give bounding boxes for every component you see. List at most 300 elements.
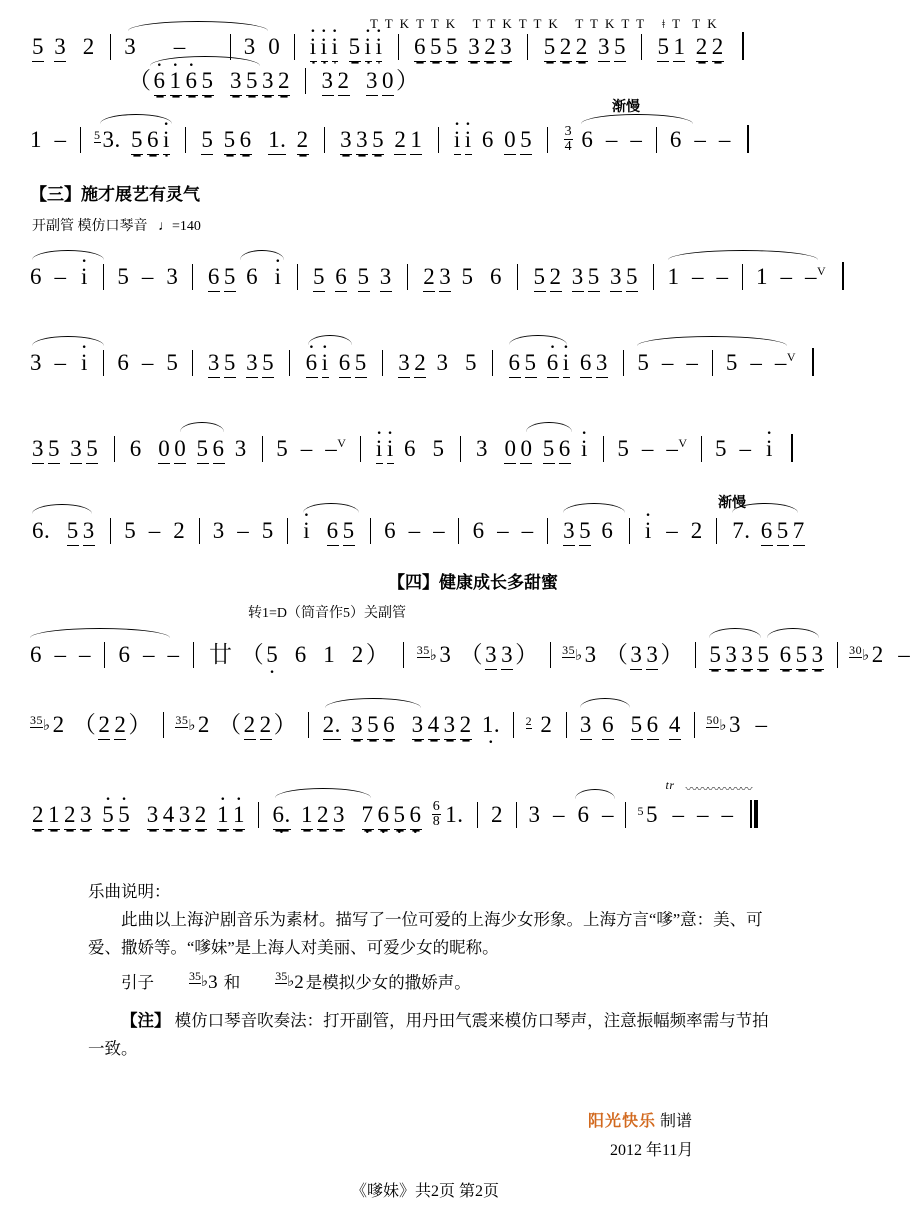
note-group: $^{30}$♭2 – <box>849 642 911 667</box>
flat-accidental: ♭ <box>575 648 583 664</box>
note: 4 <box>161 803 177 827</box>
barline <box>653 264 654 290</box>
note: · i <box>385 437 396 461</box>
note: 3 <box>145 803 161 827</box>
note: 5 <box>444 35 460 59</box>
note: 2 <box>295 128 311 152</box>
note: 3 <box>338 128 354 152</box>
note: 3 <box>364 69 380 93</box>
barline <box>103 350 104 376</box>
note: 3 <box>466 35 482 59</box>
note-group <box>271 803 424 827</box>
note: 3 <box>475 436 488 461</box>
note: 2 <box>392 128 408 152</box>
time-signature-6-8: $\frac{6}{8}$ <box>432 799 441 829</box>
note: 1. <box>266 128 288 152</box>
note: 2 <box>112 713 128 737</box>
note: 3 <box>561 519 577 543</box>
credit-by: 制谱 <box>660 1113 693 1130</box>
note: 5 <box>523 351 539 375</box>
note-group: $^{35}$♭3 （3 3） <box>562 643 684 667</box>
note: 7 · <box>360 803 376 827</box>
barline <box>742 264 743 290</box>
note: 3 <box>498 35 514 59</box>
note-group: 6 – · i <box>30 265 90 289</box>
section-heading-4 <box>388 568 558 593</box>
note: 6 <box>412 35 428 59</box>
note: 1 <box>408 128 424 152</box>
music-system-7: 6 – – 6 – – 廿 （5 · 6 1 2） $^{35}$♭3 （3 3） $^{35}$♭3 （3 3） 5 3 3 5 6 5 3 $^{30}$♭2 – <box>30 642 824 668</box>
note: · i <box>330 35 341 59</box>
breath-mark: V <box>678 436 688 450</box>
ornament: 35 <box>175 713 189 727</box>
note: 3 <box>499 643 515 667</box>
note: 5 <box>311 265 327 289</box>
note: 6 <box>381 713 397 737</box>
note-group <box>730 519 807 543</box>
note: 3 <box>52 35 68 59</box>
slur <box>32 250 104 260</box>
note: 3 <box>177 803 193 827</box>
note: 3 <box>628 643 644 667</box>
note-group <box>578 713 683 737</box>
barline <box>114 436 115 462</box>
barline <box>294 34 295 60</box>
flat-accidental: ♭ <box>201 974 209 990</box>
barline <box>403 642 404 668</box>
note: 6 <box>145 128 161 152</box>
note: · 1 <box>231 803 247 827</box>
note-group <box>199 128 310 152</box>
note: 3 <box>410 713 426 737</box>
notes-paragraph-1: 此曲以上海沪剧音乐为素材。描写了一位可爱的上海少女形象。上海方言“嗲”意：美、可爱、撒娇等。“嗲妹”是上海人对美丽、可爱少女的昵称。 <box>88 910 763 957</box>
note: 5 <box>794 643 810 667</box>
note: 3 <box>30 437 46 461</box>
barline <box>289 350 290 376</box>
note: 5 <box>542 35 558 59</box>
note-group: $^{35}$♭3 （3 3） <box>417 643 539 667</box>
note: 3 <box>396 351 412 375</box>
final-barline <box>840 262 844 295</box>
music-system-9 <box>30 778 824 833</box>
notes-paragraph-3 <box>88 1007 778 1063</box>
barline <box>516 802 517 828</box>
slur <box>275 788 371 798</box>
note: 3 <box>442 713 458 737</box>
note: 3 <box>594 351 610 375</box>
barline <box>308 712 309 738</box>
barline <box>287 518 288 544</box>
note: 5 <box>84 437 100 461</box>
barline <box>603 436 604 462</box>
note: 0 <box>156 437 172 461</box>
note: · 5 <box>116 803 132 827</box>
barline <box>192 264 193 290</box>
note: 5 <box>365 713 381 737</box>
note: 5 <box>612 35 628 59</box>
note: 3 <box>608 265 624 289</box>
barline <box>527 34 528 60</box>
note: 3 <box>596 35 612 59</box>
barline <box>193 642 194 668</box>
flat-accidental: ♭ <box>43 718 51 734</box>
barline <box>305 68 306 94</box>
breath-mark: V <box>817 264 827 278</box>
note: 3 <box>437 265 453 289</box>
tempo-marking-ritardando-2: 渐慢 <box>718 496 746 511</box>
slur <box>303 503 359 513</box>
ornament-number: 35 <box>275 969 288 983</box>
slur <box>128 21 268 31</box>
note-group: 1 – – <box>668 265 729 289</box>
note-group: （· 6 · 1 · 6 5 3 5 3 2 <box>128 69 292 93</box>
barline <box>382 350 383 376</box>
flat-accidental: ♭ <box>862 648 870 664</box>
ornament: 35 <box>562 643 576 657</box>
note-group: tr 〰〰〰〰〰〰 $^5$5 – – – <box>637 778 752 827</box>
ornament-example-1: $^{35}$♭3 <box>189 969 218 993</box>
breath-mark: V <box>337 436 347 450</box>
note: · i <box>452 128 463 152</box>
note-group <box>30 437 100 461</box>
barline <box>370 518 371 544</box>
barline <box>517 264 518 290</box>
note: · i <box>374 35 385 59</box>
note-label: 【注】 <box>121 1011 171 1030</box>
barline <box>458 518 459 544</box>
ornament-example-2: $^{35}$♭2 <box>275 969 304 993</box>
tempo-marking-ritardando-1: 渐慢 <box>612 100 640 115</box>
barline <box>110 34 111 60</box>
note: 6 <box>507 351 523 375</box>
note-group <box>452 128 534 152</box>
note: · i <box>308 35 319 59</box>
note: 3 <box>728 712 741 737</box>
note: 5 <box>646 802 658 827</box>
note: 5 <box>461 264 474 289</box>
music-system-6: 6. 5 3 5 – 2 3 – 5 · i 6 5 6 – – 6 – – 3 5 6 · i – 2 7. 6 5 7 <box>30 518 824 544</box>
note: 3 <box>260 69 276 93</box>
section-heading-3 <box>30 180 200 205</box>
note-group <box>304 351 369 375</box>
note: 5 <box>707 643 723 667</box>
note: · i <box>273 265 284 289</box>
note: 1 <box>323 642 336 667</box>
barline <box>103 264 104 290</box>
note-group <box>561 519 615 543</box>
note: 1. <box>445 802 464 827</box>
note-group <box>321 713 474 737</box>
note: 2 <box>30 803 46 827</box>
note: 3 <box>378 265 394 289</box>
note: 5 <box>755 643 771 667</box>
slur <box>563 503 625 513</box>
note: 7 <box>791 519 807 543</box>
note: 3 <box>78 803 94 827</box>
note: 2 <box>694 35 710 59</box>
note: 5 <box>655 35 671 59</box>
barline <box>185 127 186 153</box>
barline <box>324 127 325 153</box>
note: 3 <box>644 643 660 667</box>
slur <box>32 336 104 346</box>
note: 5 <box>465 350 478 375</box>
final-barline <box>810 348 814 381</box>
note: 5 <box>432 436 445 461</box>
ornament: 5 <box>94 128 101 142</box>
note: · 6 <box>184 69 200 93</box>
note-group <box>542 35 628 59</box>
note: 2 <box>482 35 498 59</box>
note: 2 <box>96 713 112 737</box>
section-4-instruction: 转1=D（筒音作5）关副管 <box>248 606 407 621</box>
slur <box>30 628 170 638</box>
note: 2 <box>62 803 78 827</box>
note: 1 <box>46 803 62 827</box>
slur <box>767 628 819 638</box>
barline <box>623 350 624 376</box>
ornament: 50 <box>706 713 720 727</box>
note: 0 <box>518 437 534 461</box>
barline <box>110 518 111 544</box>
note: 2 <box>52 712 65 737</box>
note: 2 <box>336 69 352 93</box>
note: 6 <box>129 436 142 461</box>
note: · 1 <box>168 69 184 93</box>
note: 3 <box>81 519 97 543</box>
slur <box>581 114 693 124</box>
note: 3 <box>206 351 222 375</box>
credit-date: 2012 年11月 <box>610 1142 694 1159</box>
barline <box>641 34 642 60</box>
note-group: 3 – <box>124 35 216 59</box>
section-3-instruction <box>32 215 201 235</box>
articulation-marks-row1: T T K T T K T T K T T K T T K T T ǂ T T K <box>370 16 719 31</box>
barline <box>360 436 361 462</box>
instruction-text: 开副管 模仿口琴音 <box>32 219 148 234</box>
barline <box>438 127 439 153</box>
note: 4 <box>426 713 442 737</box>
slur <box>668 250 818 260</box>
note: · i <box>363 35 374 59</box>
music-system-4: 3 – · i 6 – 5 3 5 3 5 · 6 · i 6 5 3 2 3 5 6 5 · 6 · i 6 3 5 – – 5 – –$^V$ <box>30 348 824 381</box>
note: 5 <box>129 128 145 152</box>
note: 6 <box>246 264 259 289</box>
section-number: 【三】 <box>30 185 81 204</box>
note: 2 <box>242 713 258 737</box>
flat-accidental: ♭ <box>429 648 438 664</box>
barline <box>262 436 263 462</box>
note: 6 <box>206 265 222 289</box>
barline <box>477 802 478 828</box>
note: 3 <box>228 69 244 93</box>
slur <box>709 628 761 638</box>
notes-paragraph-2 <box>88 962 778 997</box>
note: 4 <box>667 713 683 737</box>
note-group <box>30 519 97 543</box>
note: 5 <box>195 437 211 461</box>
note: 6 <box>325 519 341 543</box>
credit-block <box>588 1108 693 1160</box>
note: 5 <box>222 265 238 289</box>
trill-mark: tr <box>665 778 675 792</box>
note: · 1 <box>215 803 231 827</box>
note-group <box>532 265 641 289</box>
spacer <box>88 997 778 1007</box>
para2-suffix: 是模拟少女的撒娇声。 <box>305 973 471 992</box>
notes-heading: 乐曲说明： <box>88 882 171 901</box>
barline <box>492 350 493 376</box>
note-group <box>308 35 385 59</box>
note-group <box>206 351 276 375</box>
barline <box>712 350 713 376</box>
note: 5 <box>260 351 276 375</box>
note: 3 <box>68 437 84 461</box>
credit-line <box>588 1108 693 1131</box>
barline <box>625 802 626 828</box>
note: 5 <box>244 69 260 93</box>
barline <box>547 127 548 153</box>
note: 3 <box>723 643 739 667</box>
barline <box>695 642 696 668</box>
note: 0 <box>502 128 518 152</box>
note-group <box>374 437 447 461</box>
barline <box>656 127 657 153</box>
note: 6 <box>211 437 227 461</box>
note: 2 <box>351 642 364 667</box>
note: 5 <box>624 265 640 289</box>
note: 5 <box>347 35 363 59</box>
note-group: 3 – 6 – <box>529 803 615 827</box>
slur <box>180 422 224 432</box>
note-group <box>206 265 284 289</box>
note: 3. <box>102 127 121 152</box>
music-system-8 <box>30 712 824 738</box>
flat-accidental: ♭ <box>188 718 196 734</box>
note: 3 <box>578 713 594 737</box>
note: 5 <box>370 128 386 152</box>
note-group <box>474 437 590 461</box>
barline <box>547 518 548 544</box>
note-group: $^{35}$♭2 （2 2） <box>30 713 152 737</box>
note: 3 <box>439 642 452 667</box>
barline <box>80 127 81 153</box>
final-barline <box>789 434 793 467</box>
note: · 6 <box>304 351 320 375</box>
note: 2 <box>710 35 726 59</box>
note: 3 <box>234 436 247 461</box>
final-barline <box>745 125 749 158</box>
note-group: 6 – – <box>581 128 642 152</box>
note: 6 <box>403 436 416 461</box>
note: 3 <box>331 803 347 827</box>
note-group <box>396 351 479 375</box>
note: 6 <box>600 713 616 737</box>
note: 5 · <box>264 643 280 667</box>
note: 6 · <box>376 803 392 827</box>
barline <box>199 518 200 544</box>
note: 3 <box>739 643 755 667</box>
note: 2 <box>258 713 274 737</box>
note: 5 <box>200 69 216 93</box>
note: 3 <box>483 643 499 667</box>
slur <box>637 336 787 346</box>
note: 2 <box>315 803 331 827</box>
note: 5 <box>356 265 372 289</box>
note: · i <box>301 519 312 543</box>
slur <box>509 335 567 345</box>
note: 2 <box>193 803 209 827</box>
note: 3 <box>320 69 336 93</box>
note: · 6 <box>152 69 168 93</box>
note: 5 <box>46 437 62 461</box>
note: 6 <box>294 642 307 667</box>
section-title: 施才展艺有灵气 <box>81 185 200 204</box>
note: · i <box>79 351 90 375</box>
note: 5 <box>222 128 238 152</box>
slur <box>526 422 572 432</box>
note-group <box>507 351 610 375</box>
barline <box>407 264 408 290</box>
note-group <box>30 803 132 827</box>
time-signature-3-4: $\frac{3}{4}$ <box>564 124 573 154</box>
note: 6 <box>578 351 594 375</box>
note: 5 <box>428 35 444 59</box>
music-system-1: 5 3 2 3 – 3 0 · i · i · i 5 · i · i 6 5 5 3 2 3 5 2 2 3 5 5 1 2 2 <box>30 32 824 65</box>
note: 2 <box>540 712 553 737</box>
note: 0 <box>380 69 396 93</box>
note: · i <box>161 128 172 152</box>
note-group <box>94 128 172 152</box>
note: 6 <box>759 519 775 543</box>
note: 3 <box>436 350 449 375</box>
note: · 5 <box>100 803 116 827</box>
final-barline <box>748 800 758 833</box>
note: 5 <box>353 351 369 375</box>
note: 1. · <box>480 713 502 737</box>
note-group <box>412 35 514 59</box>
note: 2 <box>421 265 437 289</box>
note-group <box>707 643 825 667</box>
note: 6 <box>337 351 353 375</box>
slur <box>575 789 615 799</box>
note: 2 <box>197 712 210 737</box>
music-system-3: 6 – · i 5 – 3 6 5 6 · i 5 6 5 3 2 3 5 6 5 2 3 5 3 5 1 – – 1 – –$^V$ <box>30 262 824 295</box>
slur <box>325 698 421 708</box>
arranger-stamp: 阳光快乐 <box>588 1113 657 1130</box>
notes-block <box>88 878 778 1063</box>
note: · 6 <box>545 351 561 375</box>
note: 5 <box>65 519 81 543</box>
final-barline <box>740 32 744 65</box>
note: 2 <box>548 265 564 289</box>
note: 6 <box>238 128 254 152</box>
note: 5 <box>541 437 557 461</box>
barline <box>163 712 164 738</box>
note: 2. <box>321 713 343 737</box>
note: 3 <box>349 713 365 737</box>
section-title: 健康成长多甜蜜 <box>439 573 558 592</box>
note: 0 <box>502 437 518 461</box>
slur <box>580 698 630 708</box>
ornament: 35 <box>416 643 430 657</box>
note: 6. <box>32 518 51 543</box>
note: 5 <box>532 265 548 289</box>
note-group <box>311 265 394 289</box>
barline <box>398 34 399 60</box>
note: 3 <box>354 128 370 152</box>
note: · i <box>561 351 572 375</box>
